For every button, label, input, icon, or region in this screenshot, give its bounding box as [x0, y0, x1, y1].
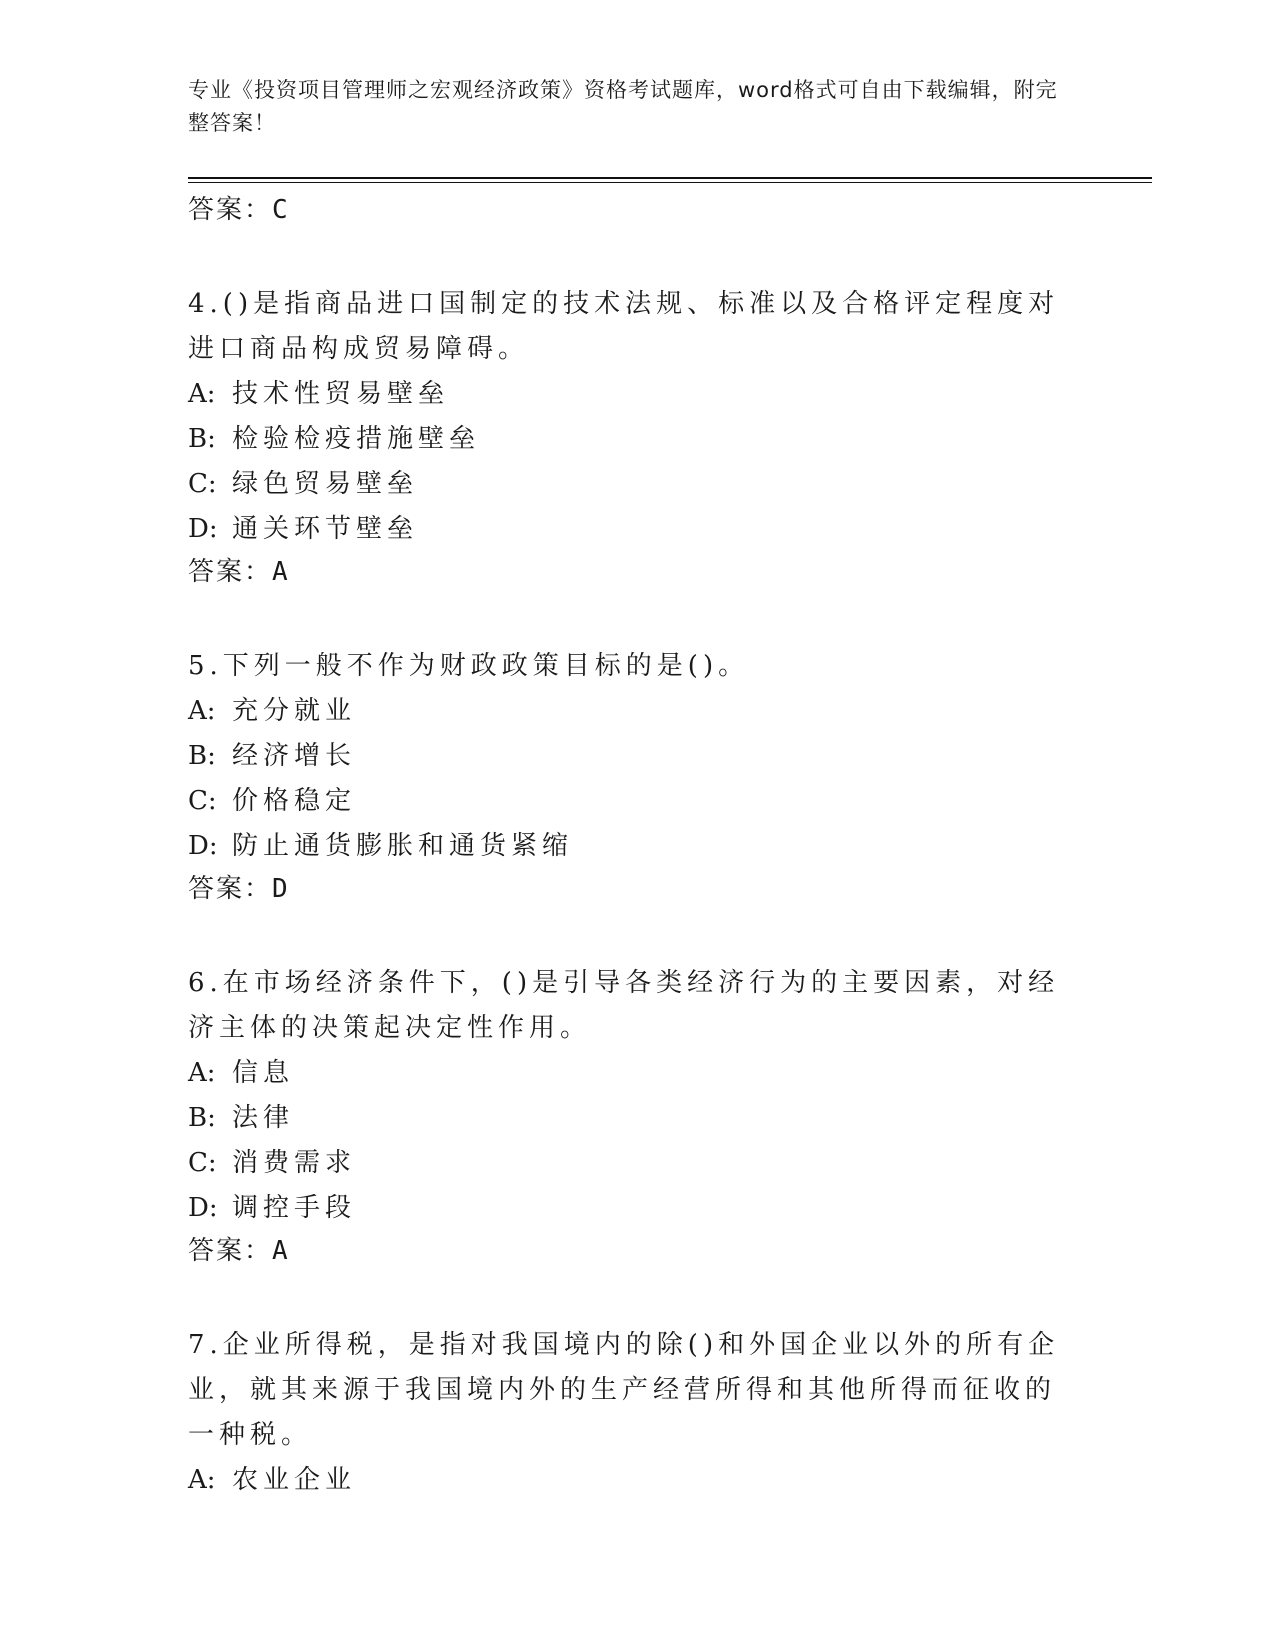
answer-label: 答案：	[188, 557, 273, 587]
answer-line	[188, 1231, 1068, 1271]
option-text: 信息	[232, 1058, 295, 1088]
option-letter: C:	[188, 786, 217, 816]
option-c	[188, 462, 1068, 507]
option-text: 充分就业	[232, 696, 357, 726]
option-letter: C:	[188, 469, 217, 499]
option-c	[188, 779, 1068, 824]
option-b	[188, 1096, 1068, 1141]
option-a	[188, 1051, 1068, 1096]
option-text: 法律	[232, 1103, 295, 1133]
option-b	[188, 417, 1068, 462]
option-letter: D:	[188, 514, 218, 544]
question-list	[188, 190, 1068, 1503]
option-a	[188, 689, 1068, 734]
option-text: 调控手段	[232, 1193, 357, 1223]
question-text: 4.()是指商品进口国制定的技术法规、标准以及合格评定程度对进口商品构成贸易障碍。	[188, 289, 1060, 364]
option-text: 价格稳定	[232, 786, 357, 816]
header-rule-thin	[188, 182, 1152, 183]
question-text: 6.在市场经济条件下，()是引导各类经济行为的主要因素，对经济主体的决策起决定性作用。	[188, 968, 1060, 1043]
option-d	[188, 507, 1068, 552]
option-letter: D:	[188, 831, 218, 861]
answer-label: 答案：	[188, 195, 273, 225]
option-letter: A:	[188, 379, 216, 409]
option-text: 防止通货膨胀和通货紧缩	[232, 831, 574, 861]
answer-label: 答案：	[188, 1236, 273, 1266]
option-letter: C:	[188, 1148, 217, 1178]
option-a	[188, 1458, 1068, 1503]
header-rule-thick	[188, 177, 1152, 179]
answer-value: C	[272, 195, 290, 225]
option-b	[188, 734, 1068, 779]
option-c	[188, 1141, 1068, 1186]
option-letter: A:	[188, 696, 216, 726]
option-text: 消费需求	[232, 1148, 357, 1178]
option-letter: B:	[188, 741, 216, 771]
option-letter: A:	[188, 1465, 216, 1495]
question-text: 5.下列一般不作为财政政策目标的是()。	[188, 651, 750, 681]
answer-value: A	[272, 1236, 290, 1266]
option-letter: B:	[188, 1103, 216, 1133]
answer-value: D	[272, 874, 290, 904]
answer-line	[188, 869, 1068, 909]
option-text: 经济增长	[232, 741, 357, 771]
option-letter: D:	[188, 1193, 218, 1223]
option-text: 绿色贸易壁垒	[232, 469, 419, 499]
answer-label: 答案：	[188, 874, 273, 904]
document-header: 专业《投资项目管理师之宏观经济政策》资格考试题库，word格式可自由下载编辑，附完整答案！	[188, 78, 1058, 135]
question-text: 7.企业所得税，是指对我国境内的除()和外国企业以外的所有企业，就其来源于我国境内外的生产经营所得和其他所得而征收的一种税。	[188, 1330, 1060, 1450]
answer-line	[188, 552, 1068, 592]
option-letter: A:	[188, 1058, 216, 1088]
option-text: 技术性贸易壁垒	[232, 379, 450, 409]
option-d	[188, 1186, 1068, 1231]
answer-value: A	[272, 557, 290, 587]
answer-line	[188, 190, 1068, 230]
option-letter: B:	[188, 424, 216, 454]
option-d	[188, 824, 1068, 869]
option-a	[188, 372, 1068, 417]
option-text: 农业企业	[232, 1465, 357, 1495]
option-text: 通关环节壁垒	[232, 514, 419, 544]
option-text: 检验检疫措施壁垒	[232, 424, 481, 454]
